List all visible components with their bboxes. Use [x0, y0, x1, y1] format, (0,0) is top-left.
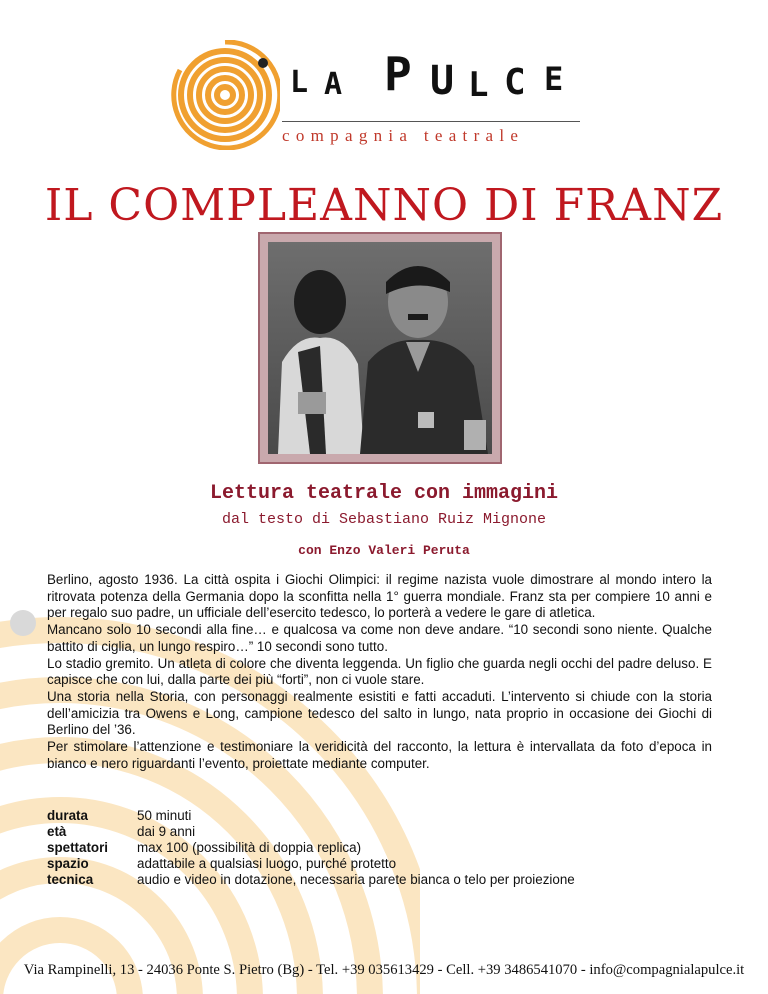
description [47, 572, 712, 772]
logo-letter: A [324, 67, 343, 102]
detail-row [47, 856, 712, 872]
detail-label: età [47, 824, 67, 839]
logo-subtitle: compagnia teatrale [282, 126, 525, 145]
paragraph: Una storia nella Storia, con personaggi realmente esistiti e fatti accaduti. L’intervento si chiude con la storia dell’amicizia tra Owens e Long, campione tedesco del salto in lungo, nata proprio in occasione dei Giochi di Berlino del ’36. [47, 688, 712, 738]
logo-letter: L [290, 65, 309, 100]
detail-value: audio e video in dotazione, necessaria parete bianca o telo per proiezione [137, 872, 575, 887]
detail-value: 50 minuti [137, 808, 192, 823]
paragraph: Lo stadio gremito. Un atleta di colore che diventa leggenda. Un figlio che guarda negli occhi del padre deluso. E capisce che con lui, dalla parte dei più “forti”, non ci vuole stare. [47, 655, 712, 688]
author-credit: dal testo di Sebastiano Ruiz Mignone [221, 511, 547, 528]
cast-credit: con Enzo Valeri Peruta [298, 543, 470, 558]
paragraph: Berlino, agosto 1936. La città ospita i Giochi Olimpici: il regime nazista vuole dimostrare al mondo intero la ritrovata potenza della Germania dopo la sconfitta nella 1° guerra mondiale. Franz sta per compiere 10 anni e per regalo suo padre, un ufficiale dell’esercito tedesco, lo porterà a vedere le gare di atletica. [47, 572, 712, 621]
detail-row [47, 824, 712, 840]
show-details [47, 808, 712, 888]
logo-wordmark [282, 30, 582, 110]
detail-row [47, 840, 712, 856]
logo-letter: C [504, 62, 526, 103]
paragraph: Mancano solo 10 secondi alla fine… e qualcosa va come non deve andare. “10 secondi sono niente. Qualche battito di ciglia, un lungo respiro…” 10 secondi sono tutto. [47, 622, 712, 654]
decorative-dot [10, 610, 36, 636]
logo-letter: E [544, 60, 564, 98]
logo-divider [282, 121, 580, 122]
photo-frame [258, 232, 502, 464]
detail-value: max 100 (possibilità di doppia replica) [137, 840, 362, 855]
detail-row [47, 872, 712, 888]
historical-photo [268, 242, 492, 454]
paragraph: Per stimolare l’attenzione e testimoniare la veridicità del racconto, la lettura è intervallata da foto d’epoca in bianco e nero riguardanti l’evento, proiettate mediante computer. [47, 739, 712, 771]
logo-letter: U [430, 58, 455, 104]
logo-dot [258, 58, 268, 68]
detail-value: adattabile a qualsiasi luogo, purché protetto [137, 856, 397, 871]
detail-row [47, 808, 712, 824]
show-title: IL COMPLEANNO DI FRANZ [44, 180, 724, 231]
contact-footer: Via Rampinelli, 13 - 24036 Ponte S. Pietro (Bg) - Tel. +39 035613429 - Cell. +39 3486541070 - info@compagnialapulce.it [23, 962, 745, 978]
detail-label: tecnica [47, 872, 94, 887]
company-logo [170, 30, 590, 150]
show-subtitle: Lettura teatrale con immagini [209, 482, 559, 505]
detail-label: spettatori [47, 840, 109, 855]
detail-label: durata [47, 808, 88, 823]
logo-letter: L [468, 65, 489, 105]
detail-label: spazio [47, 856, 89, 871]
logo-letter: P [384, 47, 412, 101]
spiral-logo-icon [170, 40, 280, 150]
detail-value: dai 9 anni [137, 824, 196, 839]
